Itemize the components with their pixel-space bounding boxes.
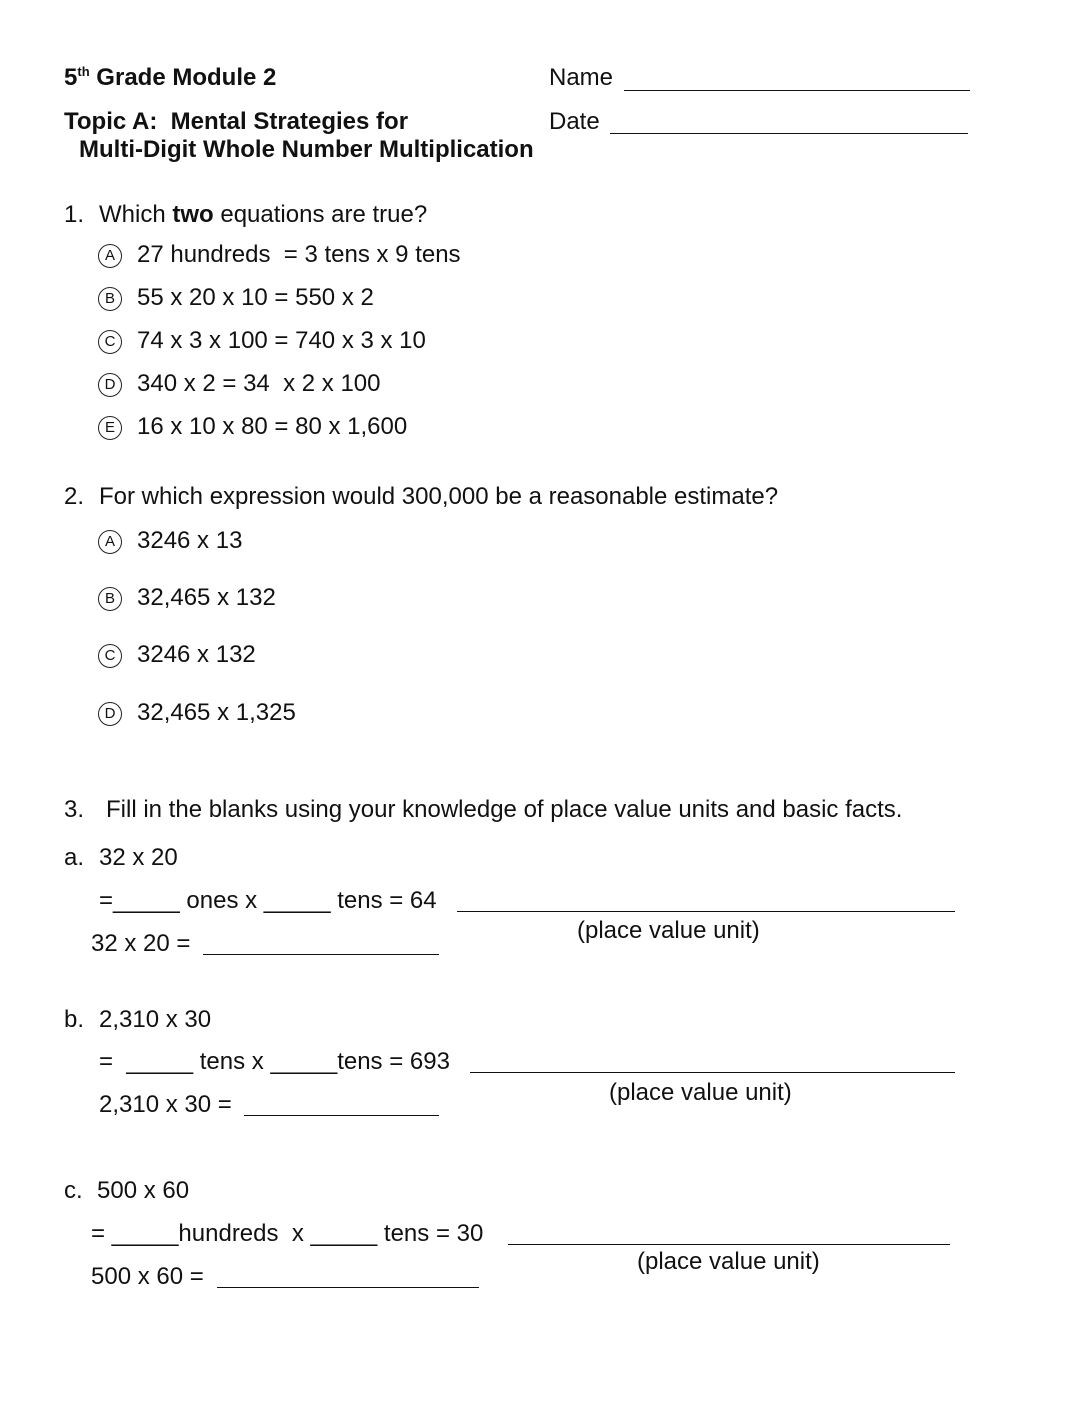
q3a-expression: 32 x 20 — [99, 844, 178, 871]
q2-option-c-bubble[interactable]: C — [98, 644, 122, 668]
q3a-unit-caption: (place value unit) — [577, 917, 760, 944]
q2-prompt: For which expression would 300,000 be a reasonable estimate? — [99, 483, 779, 510]
module-title: 5th Grade Module 2 — [64, 64, 277, 91]
q1-prompt: Which two equations are true? — [99, 201, 428, 228]
q3b-unit-line: = _____ tens x _____tens = 693 — [99, 1048, 457, 1075]
q3b-label: b. — [64, 1006, 85, 1033]
q1-option-e-bubble[interactable]: E — [98, 416, 122, 440]
q2-option-a-text: 3246 x 13 — [137, 527, 243, 554]
q3c-unit-line: = _____hundreds x _____ tens = 30 — [91, 1220, 490, 1247]
name-label: Name — [549, 64, 614, 91]
q3b-unit-caption: (place value unit) — [609, 1079, 792, 1106]
q3-prompt: Fill in the blanks using your knowledge of place value units and basic facts. — [106, 796, 903, 823]
q3b-expression: 2,310 x 30 — [99, 1006, 212, 1033]
date-blank[interactable] — [610, 133, 968, 134]
q3a-label: a. — [64, 844, 85, 871]
q2-option-d-bubble[interactable]: D — [98, 702, 122, 726]
q1-option-a-text: 27 hundreds = 3 tens x 9 tens — [137, 241, 461, 268]
q1-option-b-text: 55 x 20 x 10 = 550 x 2 — [137, 284, 374, 311]
q2-option-c-text: 3246 x 132 — [137, 641, 256, 668]
q3c-product-line: 500 x 60 = — [91, 1263, 211, 1290]
q1-option-d-text: 340 x 2 = 34 x 2 x 100 — [137, 370, 381, 397]
q2-option-b-bubble[interactable]: B — [98, 587, 122, 611]
q1-option-b-bubble[interactable]: B — [98, 287, 122, 311]
topic-line-1: Topic A: Mental Strategies for — [64, 108, 409, 135]
name-blank[interactable] — [624, 90, 970, 91]
q3c-unit-blank[interactable] — [508, 1244, 950, 1245]
q1-option-c-text: 74 x 3 x 100 = 740 x 3 x 10 — [137, 327, 426, 354]
q3c-product-blank[interactable] — [217, 1287, 479, 1288]
q3b-unit-blank[interactable] — [470, 1072, 955, 1073]
q3c-unit-caption: (place value unit) — [637, 1248, 820, 1275]
q3a-product-line: 32 x 20 = — [91, 930, 198, 957]
q3b-product-line: 2,310 x 30 = — [99, 1091, 239, 1118]
q2-option-a-bubble[interactable]: A — [98, 530, 122, 554]
q1-option-a-bubble[interactable]: A — [98, 244, 122, 268]
q3-number: 3. — [64, 796, 85, 823]
q1-option-e-text: 16 x 10 x 80 = 80 x 1,600 — [137, 413, 408, 440]
q3b-product-blank[interactable] — [244, 1115, 439, 1116]
q3c-label: c. — [64, 1177, 83, 1204]
q3a-unit-blank[interactable] — [457, 911, 955, 912]
q1-number: 1. — [64, 201, 85, 228]
q1-option-d-bubble[interactable]: D — [98, 373, 122, 397]
topic-line-2: Multi-Digit Whole Number Multiplication — [79, 136, 534, 163]
q2-option-b-text: 32,465 x 132 — [137, 584, 276, 611]
q3a-product-blank[interactable] — [203, 954, 439, 955]
q2-option-d-text: 32,465 x 1,325 — [137, 699, 296, 726]
q1-option-c-bubble[interactable]: C — [98, 330, 122, 354]
q2-number: 2. — [64, 483, 85, 510]
date-label: Date — [549, 108, 600, 135]
q3c-expression: 500 x 60 — [97, 1177, 190, 1204]
q3a-unit-line: =_____ ones x _____ tens = 64 — [99, 887, 444, 914]
